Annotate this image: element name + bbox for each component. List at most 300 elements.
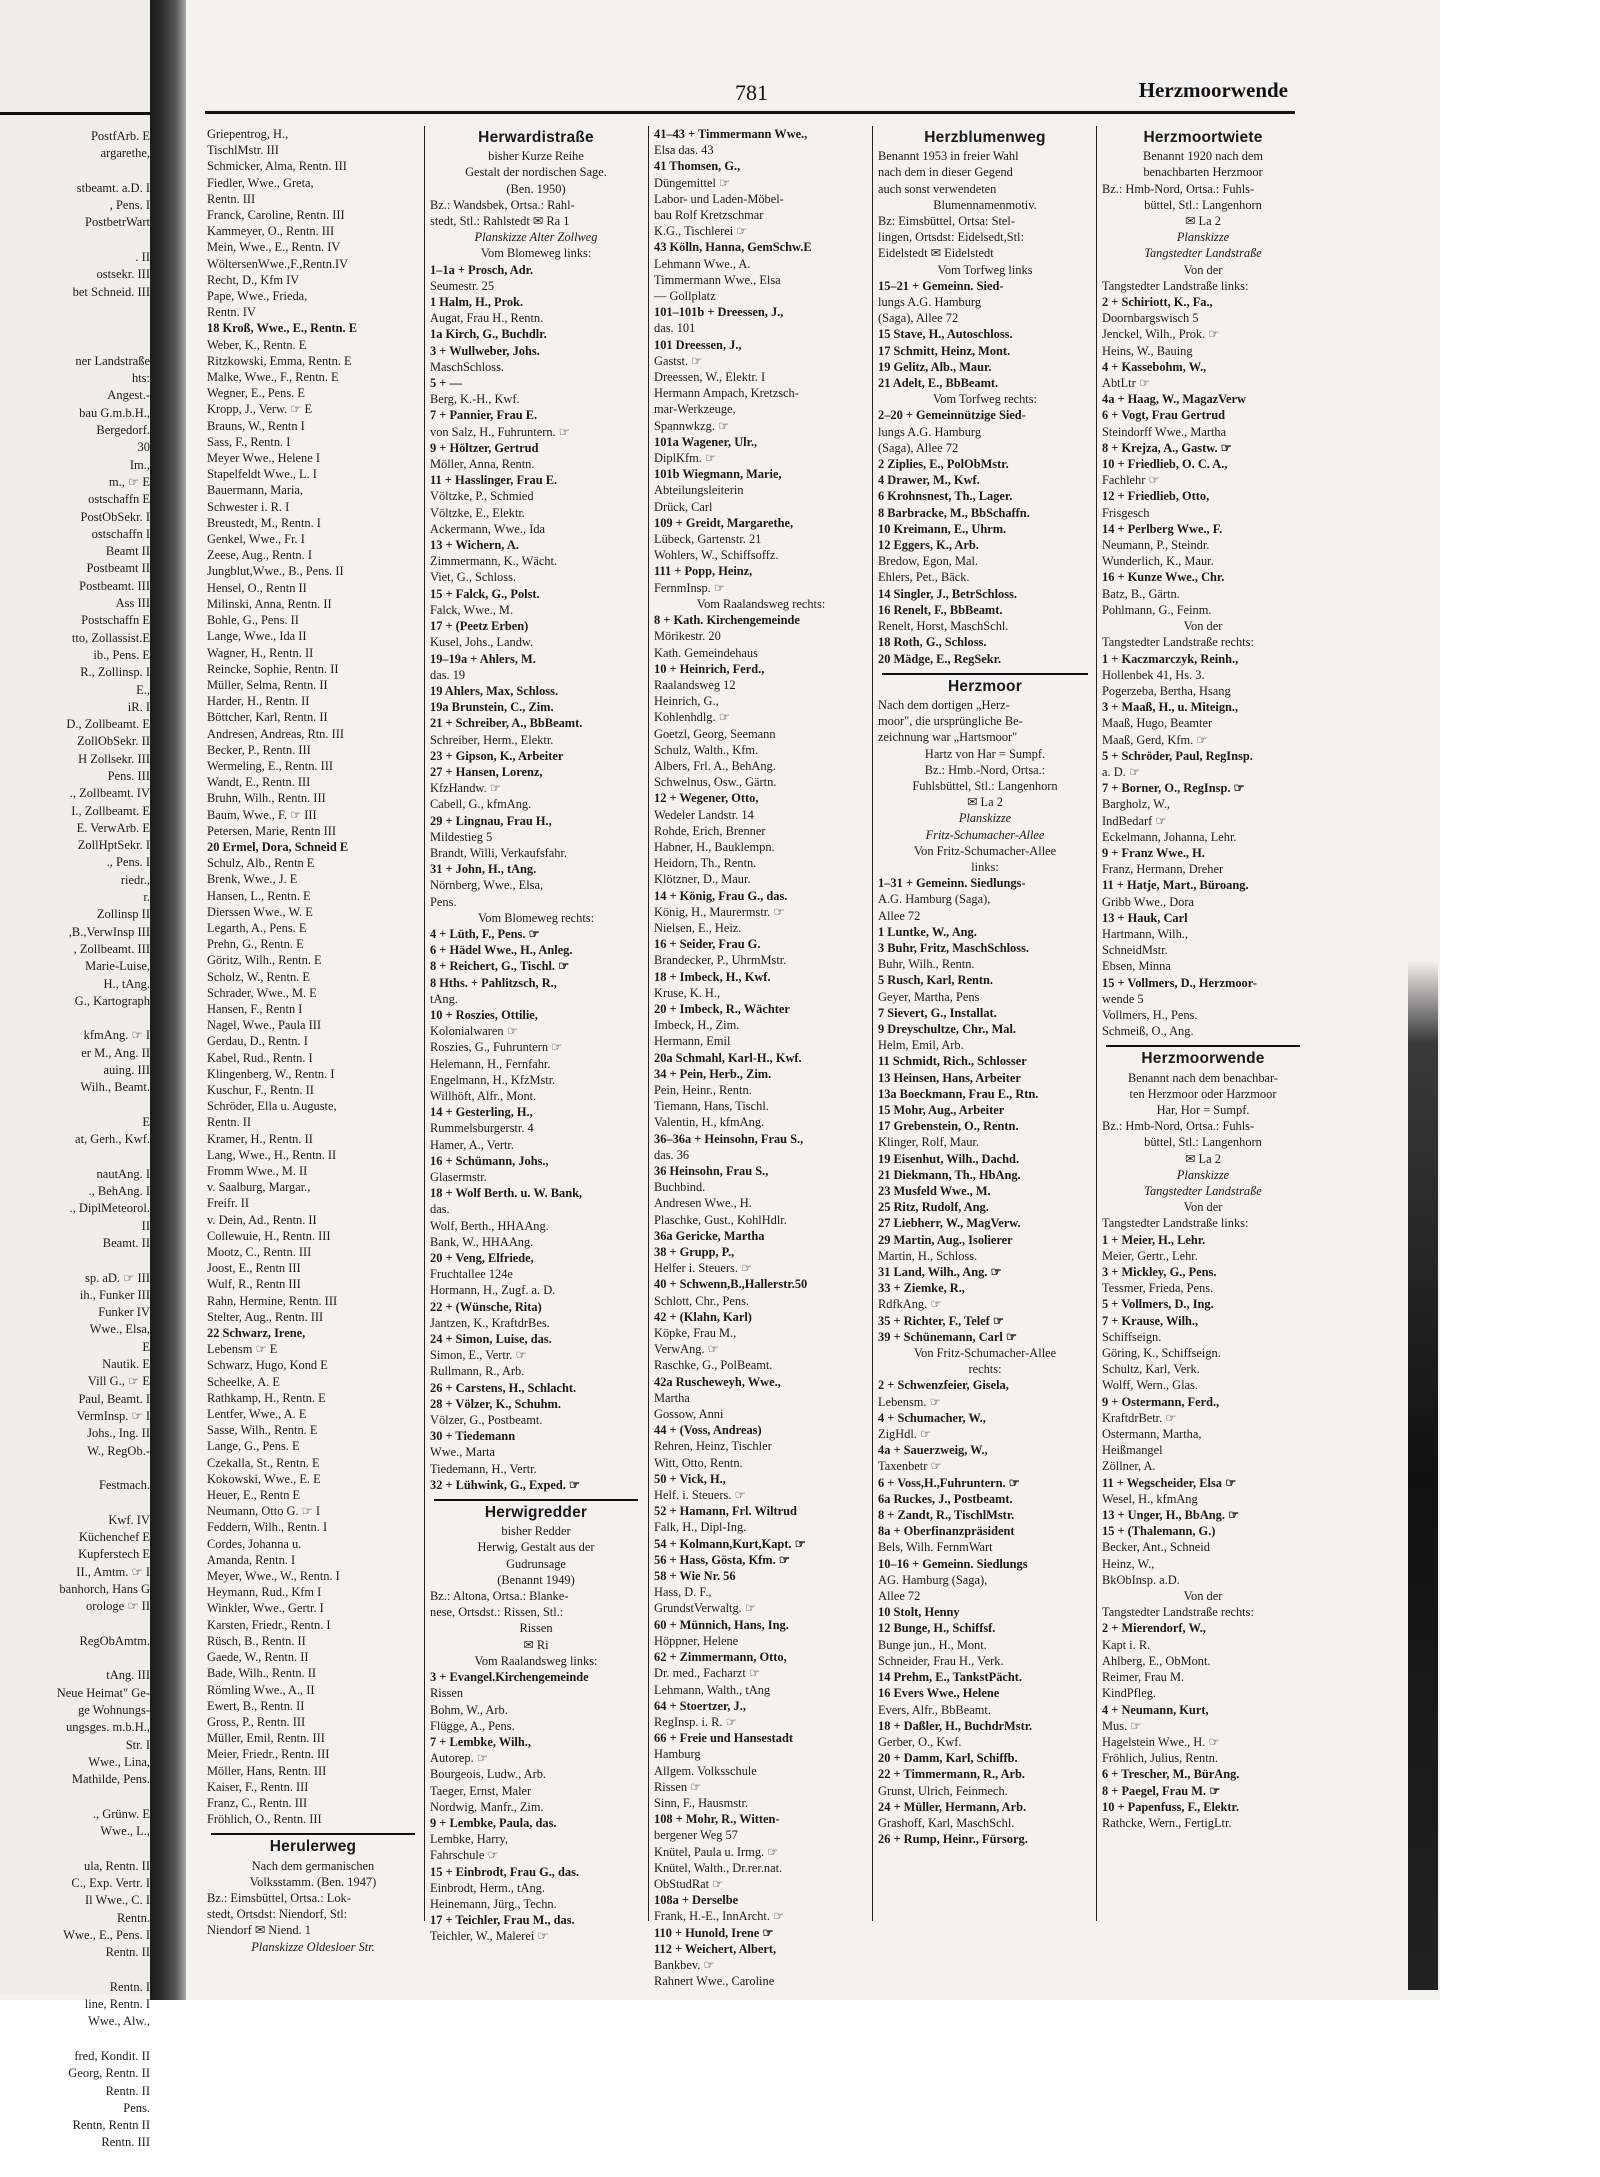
directory-entry: Schröder, Ella u. Auguste,: [207, 1099, 337, 1114]
directory-entry: Andresen Wwe., H.: [654, 1196, 752, 1211]
directory-entry: 12 Eggers, K., Arb.: [878, 538, 979, 553]
directory-entry: Schneider, Frau H., Verk.: [878, 1653, 1004, 1668]
directory-entry: 7 + Borner, O., RegInsp. ☞: [1102, 781, 1245, 796]
street-title: Herwardistraße: [478, 129, 594, 146]
directory-entry: Kabel, Rud., Rentn. I: [207, 1050, 313, 1065]
directory-entry: 23 + Gipson, K., Arbeiter: [430, 748, 564, 763]
directory-entry: v. Saalburg, Margar.,: [207, 1180, 311, 1195]
directory-entry: Fröhlich, Julius, Rentn.: [1102, 1751, 1218, 1766]
directory-entry: Möller, Hans, Rentn. III: [207, 1763, 327, 1778]
street-title: Herzmoor: [948, 677, 1022, 695]
directory-entry: ObStudRat ☞: [654, 1876, 724, 1891]
section-note: Blumennamenmotiv.: [933, 197, 1037, 212]
directory-entry: 62 + Zimmermann, Otto,: [654, 1650, 787, 1665]
directory-entry: Cabell, G., kfmAng.: [430, 797, 532, 812]
street-title: Herzblumenweg: [924, 129, 1046, 146]
page-number: 781: [735, 80, 768, 105]
directory-entry: Lehmann, Walth., tAng: [654, 1682, 771, 1697]
directory-entry: 8 + Kath. Kirchengemeinde: [654, 613, 800, 628]
directory-entry: bau Rolf Kretzschmar: [654, 208, 764, 223]
section-note: Von Fritz-Schumacher-Allee: [913, 1346, 1057, 1361]
directory-entry: Bohle, G., Pens. II: [207, 613, 299, 628]
directory-entry: Goetzl, Georg, Seemann: [654, 726, 776, 741]
directory-entry: Batz, B., Gärtn.: [1102, 586, 1180, 601]
directory-entry: Gross, P., Rentn. III: [207, 1714, 306, 1729]
directory-entry: 35 + Richter, F., Telef ☞: [878, 1313, 1005, 1328]
directory-entry: Neumann, Otto G. ☞ I: [207, 1504, 320, 1519]
street-title: Herulerweg: [269, 1838, 357, 1856]
left-page-line: C., Exp. Vertr. I: [71, 1875, 150, 1890]
left-page-line: ., Grünw. E: [92, 1806, 150, 1821]
left-page-line: sp. aD. ☞ III: [84, 1270, 150, 1285]
left-page-line: argarethe,: [100, 146, 150, 161]
directory-entry: 10 + Heinrich, Ferd.,: [654, 661, 765, 676]
directory-entry: Heinz, W.,: [1102, 1556, 1155, 1571]
directory-entry: Doornbargswisch 5: [1102, 311, 1199, 326]
section-note: ten Herzmoor oder Harzmoor: [1129, 1086, 1277, 1101]
directory-entry: Benannt 1953 in freier Wahl: [878, 149, 1019, 164]
directory-entry: 13 + Wichern, A.: [430, 538, 519, 553]
directory-entry: 2 + Mierendorf, W.,: [1102, 1621, 1206, 1636]
directory-entry: 109 + Greidt, Margarethe,: [654, 515, 794, 530]
left-page-line: ZollHptSekr. I: [77, 838, 150, 853]
section-note: benachbarten Herzmoor: [1143, 165, 1263, 180]
plan-reference: Planskizze: [1176, 1167, 1230, 1182]
directory-entry: Teichler, W., Malerei ☞: [430, 1929, 549, 1944]
directory-entry: Bauermann, Maria,: [207, 483, 303, 498]
directory-entry: Brandt, Willi, Verkaufsfahr.: [430, 845, 568, 860]
directory-entry: 13a Boeckmann, Frau E., Rtn.: [878, 1086, 1039, 1101]
directory-entry: 21 Adelt, E., BbBeamt.: [878, 376, 999, 391]
section-note: rechts:: [968, 1362, 1002, 1377]
directory-entry: Zimmermann, K., Wächt.: [430, 554, 558, 569]
directory-entry: Jenckel, Wilh., Prok. ☞: [1102, 327, 1220, 342]
left-page-line: orologe ☞ II: [86, 1599, 150, 1614]
directory-entry: Fröhlich, O., Rentn. III: [207, 1812, 322, 1827]
directory-entry: Bade, Wilh., Rentn. II: [207, 1666, 317, 1681]
directory-entry: Schlott, Chr., Pens.: [654, 1293, 750, 1308]
directory-entry: 20 Mädge, E., RegSekr.: [878, 651, 1002, 666]
directory-entry: 18 + Daßler, H., BuchdrMstr.: [878, 1718, 1033, 1733]
directory-entry: 20 Ermel, Dora, Schneid E: [207, 839, 349, 854]
directory-entry: Hansen, L., Rentn. E: [207, 888, 311, 903]
directory-entry: Tangstedter Landstraße rechts:: [1102, 1605, 1254, 1620]
directory-entry: Pein, Heinr., Rentn.: [654, 1082, 752, 1097]
left-page-line: Wwe., Elsa,: [89, 1322, 150, 1337]
left-page-line: VermInsp. ☞ I: [76, 1408, 150, 1423]
section-note: Vom Torfweg rechts:: [933, 392, 1037, 407]
left-page-line: nautAng. I: [96, 1166, 150, 1181]
directory-entry: Meier, Gertr., Lehr.: [1102, 1248, 1198, 1263]
directory-entry: Schmicker, Alma, Rentn. III: [207, 159, 347, 174]
directory-entry: Hormann, H., Zugf. a. D.: [430, 1283, 556, 1298]
directory-entry: Schmeiß, O., Ang.: [1102, 1024, 1194, 1039]
left-page-line: , Zollbeamt. III: [73, 941, 150, 956]
section-note: Hartz von Har = Sumpf.: [924, 746, 1046, 761]
plan-reference: Fritz-Schumacher-Allee: [925, 827, 1045, 842]
directory-entry: Meyer Wwe., Helene I: [207, 451, 320, 466]
left-page-line: [0, 1010, 150, 1027]
directory-entry: 24 + Simon, Luise, das.: [430, 1332, 552, 1347]
left-page-line: ., Pens. I: [106, 855, 150, 870]
directory-entry: Pohlmann, G., Feinm.: [1102, 602, 1212, 617]
directory-entry: 56 + Hass, Gösta, Kfm. ☞: [654, 1552, 790, 1567]
left-page-line: H., tAng.: [103, 976, 150, 991]
column-3: [654, 126, 868, 1989]
left-page-line: riedr.,: [120, 872, 150, 887]
directory-entry: 10 Kreimann, E., Uhrm.: [878, 521, 1007, 536]
directory-entry: 101a Wagener, Ulr.,: [654, 434, 758, 449]
directory-entry: 31 Land, Wilh., Ang. ☞: [878, 1265, 1002, 1280]
column-divider: [1096, 126, 1097, 1921]
directory-entry: Wermeling, E., Rentn. III: [207, 758, 333, 773]
left-page-line: Pens. III: [107, 768, 150, 783]
directory-entry: 7 + Lembke, Wilh.,: [430, 1734, 531, 1749]
left-page-line: , Pens. I: [109, 198, 150, 213]
street-title: Herzmoorwende: [1141, 1050, 1265, 1068]
directory-entry: Bels, Wilh. FernmWart: [878, 1540, 993, 1555]
directory-entry: 38 + Grupp, P.,: [654, 1245, 735, 1260]
directory-entry: Bz.: Wandsbek, Ortsa.: Rahl-: [430, 197, 575, 212]
directory-entry: 9 + Franz Wwe., H.: [1102, 845, 1205, 860]
directory-entry: 12 + Friedlieb, Otto,: [1102, 489, 1210, 504]
directory-entry: Wolf, Berth., HHAAng.: [430, 1218, 549, 1233]
left-page-line: kfmAng. ☞ I: [83, 1028, 150, 1043]
directory-entry: 14 + König, Frau G., das.: [654, 888, 788, 903]
directory-entry: Sass, F., Rentn. I: [207, 434, 291, 449]
directory-entry: 1–1a + Prosch, Adr.: [430, 262, 534, 277]
directory-entry: 8 Barbracke, M., BbSchaffn.: [878, 505, 1030, 520]
left-page-line: Rentn, Rentn II: [72, 2118, 150, 2133]
directory-entry: Hermann, Emil: [654, 1034, 731, 1049]
directory-entry: 4a + Sauerzweig, W.,: [878, 1443, 988, 1458]
left-page-line: E. VerwArb. E: [76, 820, 150, 835]
directory-entry: Römling Wwe., A., II: [207, 1682, 315, 1697]
left-page-line: ge Wohnungs-: [77, 1703, 150, 1718]
section-note: Von der: [1183, 1200, 1223, 1215]
directory-entry: Allgem. Volksschule: [654, 1763, 757, 1778]
section-note: (Benannt 1949): [497, 1572, 575, 1587]
directory-entry: lingen, Ortsdst: Eidelsedt,Stl:: [878, 230, 1024, 245]
directory-entry: 9 + Höltzer, Gertrud: [430, 440, 539, 455]
directory-entry: Wunderlich, K., Maur.: [1102, 554, 1214, 569]
directory-entry: Köpke, Frau M.,: [654, 1326, 737, 1341]
left-page-line: Wilh., Beamt.: [80, 1080, 150, 1095]
directory-entry: 4 + Schumacher, W.,: [878, 1410, 986, 1425]
left-page-line: 30: [137, 440, 150, 455]
directory-entry: 8a + Oberfinanzpräsident: [878, 1524, 1015, 1539]
section-note: bisher Redder: [501, 1524, 571, 1539]
directory-entry: Brenk, Wwe., J. E: [207, 872, 298, 887]
directory-entry: 28 + Völzer, K., Schuhm.: [430, 1396, 561, 1411]
left-page-line: Rentn. II: [105, 2083, 150, 2098]
directory-entry: Heinrich, G.,: [654, 694, 719, 709]
column-4: [878, 126, 1092, 1921]
directory-entry: Fiedler, Wwe., Greta,: [207, 175, 314, 190]
section-note: links:: [971, 859, 999, 874]
left-page-line: Neue Heimat" Ge-: [56, 1685, 150, 1700]
left-page-line: [0, 1097, 150, 1114]
directory-entry: 7 Sievert, G., Installat.: [878, 1005, 997, 1020]
directory-entry: Wolff, Wern., Glas.: [1102, 1378, 1198, 1393]
directory-entry: DiplKfm. ☞: [654, 451, 717, 466]
directory-entry: Rahnert Wwe., Caroline: [654, 1974, 775, 1989]
directory-entry: Tiedemann, H., Vertr.: [430, 1461, 537, 1476]
directory-entry: Heymann, Rud., Kfm I: [207, 1585, 322, 1600]
directory-entry: 24 + Müller, Hermann, Arb.: [878, 1799, 1027, 1814]
directory-entry: Rissen ☞: [654, 1779, 702, 1794]
directory-entry: nach dem in dieser Gegend: [878, 165, 1013, 180]
left-page-line: [0, 1616, 150, 1633]
left-page-line: [0, 336, 150, 353]
directory-entry: (Saga), Allee 72: [878, 311, 959, 326]
directory-entry: 6 + Voss,H.,Fuhruntern. ☞: [878, 1475, 1020, 1490]
directory-entry: Franck, Caroline, Rentn. III: [207, 208, 345, 223]
directory-entry: 3 + Wullweber, Johs.: [430, 343, 540, 358]
directory-entry: Ahlberg, E., ObMont.: [1102, 1653, 1211, 1668]
directory-entry: 22 + Timmermann, R., Arb.: [878, 1767, 1026, 1782]
directory-entry: 1a Kirch, G., Buchdlr.: [430, 327, 547, 342]
directory-entry: 18 + Imbeck, H., Kwf.: [654, 969, 771, 984]
directory-entry: 64 + Stoertzer, J.,: [654, 1698, 746, 1713]
directory-entry: Schreiber, Herm., Elektr.: [430, 732, 554, 747]
directory-entry: Göring, K., Schiffseign.: [1102, 1346, 1221, 1361]
directory-entry: Kropp, J., Verw. ☞ E: [207, 402, 313, 417]
directory-entry: 14 + Perlberg Wwe., F.: [1102, 521, 1223, 536]
directory-entry: Engelmann, H., KfzMstr.: [430, 1072, 556, 1087]
directory-entry: Andresen, Andreas, Rtn. III: [207, 726, 344, 741]
street-title: Herzmoortwiete: [1143, 129, 1263, 146]
directory-entry: Sasse, Wilh., Rentn. E: [207, 1423, 318, 1438]
left-page-line: [0, 318, 150, 335]
left-page-line: PostfArb. E: [90, 129, 150, 143]
left-page-line: Wwe., Alw.,: [87, 2014, 150, 2029]
directory-entry: Timmermann Wwe., Elsa: [654, 272, 781, 287]
directory-entry: Kokowski, Wwe., E. E: [207, 1471, 321, 1486]
directory-entry: 15 + Falck, G., Polst.: [430, 586, 540, 601]
directory-entry: 29 + Lingnau, Frau H.,: [430, 813, 552, 828]
directory-entry: TischlMstr. III: [207, 143, 279, 158]
left-page-line: PostbetrWart: [85, 215, 150, 230]
directory-entry: 4 Drawer, M., Kwf.: [878, 473, 980, 488]
left-page-line: Postbeamt II: [86, 561, 150, 576]
directory-entry: Martin, H., Schloss.: [878, 1248, 978, 1263]
left-page-line: bau G.m.b.H.,: [79, 405, 150, 420]
directory-entry: Rathkamp, H., Rentn. E: [207, 1390, 326, 1405]
directory-entry: 2–20 + Gemeinnützige Sied-: [878, 408, 1026, 423]
directory-entry: Mildestieg 5: [430, 829, 493, 844]
directory-entry: lungs A.G. Hamburg: [878, 295, 982, 310]
directory-entry: Falk, H., Dipl-Ing.: [654, 1520, 747, 1535]
directory-entry: Imbeck, H., Zim.: [654, 1018, 740, 1033]
left-page-line: R., Zollinsp. I: [80, 665, 150, 680]
directory-entry: KindPfleg.: [1102, 1686, 1157, 1701]
left-page-line: Wwe., L.,: [100, 1824, 150, 1839]
directory-entry: Witt, Otto, Rentn.: [654, 1455, 743, 1470]
directory-entry: (Saga), Allee 72: [878, 440, 959, 455]
left-page-line: E: [142, 1339, 150, 1354]
left-page-line: Kwf. IV: [108, 1512, 150, 1527]
column-1: [207, 126, 419, 1954]
directory-entry: moor", die ursprüngliche Be-: [878, 714, 1023, 729]
left-page-line: fred, Kondit. II: [74, 2048, 150, 2063]
left-page-line: . II: [135, 250, 150, 265]
section-rule: [882, 673, 1088, 675]
directory-entry: KfzHandw. ☞: [430, 781, 501, 796]
left-page-line: ., DiplMeteorol.: [69, 1201, 150, 1216]
directory-entry: Tessmer, Frieda, Pens.: [1102, 1281, 1214, 1296]
directory-entry: Hagelstein Wwe., H. ☞: [1102, 1734, 1220, 1749]
directory-entry: Pens.: [430, 894, 457, 909]
directory-entry: Rathcke, Wern., FertigLtr.: [1102, 1815, 1232, 1830]
directory-entry: 21 + Schreiber, A., BbBeamt.: [430, 716, 583, 731]
column-divider: [424, 126, 425, 1921]
directory-entry: Rentn. II: [207, 1115, 252, 1130]
directory-entry: Raalandsweg 12: [654, 677, 736, 692]
left-page-line: iR. I: [127, 699, 150, 714]
directory-entry: Völzer, G., Postbeamt.: [430, 1413, 543, 1428]
plan-reference: Planskizze: [958, 811, 1012, 826]
column-divider: [872, 126, 873, 1921]
directory-entry: Klingenberg, W., Rentn. I: [207, 1066, 335, 1081]
directory-entry: Gerdau, D., Rentn. I: [207, 1034, 308, 1049]
directory-entry: 112 + Weichert, Albert,: [654, 1941, 777, 1956]
left-page-line: Rentn.: [117, 1910, 150, 1925]
directory-entry: 50 + Vick, H.,: [654, 1471, 726, 1486]
directory-entry: Flügge, A., Pens.: [430, 1718, 515, 1733]
directory-entry: 52 + Hamann, Frl. Wiltrud: [654, 1504, 797, 1519]
directory-entry: Raschke, G., PolBeamt.: [654, 1358, 773, 1373]
directory-entry: Heuer, E., Rentn E: [207, 1488, 301, 1503]
left-page-line: [0, 232, 150, 249]
directory-entry: Brauns, W., Rentn I: [207, 418, 305, 433]
directory-entry: 43 Kölln, Hanna, GemSchw.E: [654, 240, 812, 255]
directory-entry: 3 + Evangel.Kirchengemeinde: [430, 1670, 589, 1685]
directory-entry: Kolonialwaren ☞: [430, 1024, 518, 1039]
directory-entry: Viet, G., Schloss.: [430, 570, 516, 585]
section-note: Nach dem germanischen: [251, 1858, 375, 1873]
directory-entry: Fachlehr ☞: [1102, 473, 1160, 488]
plan-reference: Tangstedter Landstraße: [1144, 246, 1262, 261]
directory-entry: Nach dem dortigen „Herz-: [878, 697, 1010, 712]
left-page-line: Im.,: [129, 457, 150, 472]
section-note: Gestalt der nordischen Sage.: [465, 165, 607, 180]
directory-entry: Buhr, Wilh., Rentn.: [878, 957, 975, 972]
directory-entry: Ritzkowski, Emma, Rentn. E: [207, 353, 352, 368]
directory-entry: Eidelstedt ✉ Eidelstedt: [878, 246, 994, 261]
directory-entry: Tangstedter Landstraße rechts:: [1102, 635, 1254, 650]
directory-entry: 15 + Einbrodt, Frau G., das.: [430, 1864, 580, 1879]
directory-entry: 3 Buhr, Fritz, MaschSchloss.: [878, 940, 1029, 955]
directory-entry: Berg, K.-H., Kwf.: [430, 392, 520, 407]
section-note: Von der: [1183, 1589, 1223, 1604]
directory-entry: Ackermann, Wwe., Ida: [430, 521, 546, 536]
left-page-line: II., Amtm. ☞ I: [76, 1564, 150, 1579]
left-page-line: Marie-Luise,: [85, 959, 150, 974]
left-page-line: Kupferstech E: [78, 1547, 150, 1562]
directory-entry: Labor- und Laden-Möbel-: [654, 191, 784, 206]
directory-entry: RdfkAng. ☞: [878, 1297, 942, 1312]
directory-entry: A.G. Hamburg (Saga),: [878, 892, 991, 907]
directory-entry: Gribb Wwe., Dora: [1102, 894, 1194, 909]
plan-reference: Planskizze Alter Zollweg: [474, 230, 598, 245]
directory-entry: Wulf, R., Rentn III: [207, 1277, 301, 1292]
directory-entry: lungs A.G. Hamburg: [878, 424, 982, 439]
column-2: [430, 126, 642, 1944]
directory-entry: 20a Schmahl, Karl-H., Kwf.: [654, 1050, 802, 1065]
directory-entry: stedt, Ortsdst: Niendorf, Stl:: [207, 1907, 348, 1922]
section-note: ✉ Ri: [523, 1637, 549, 1652]
directory-entry: Amanda, Rentn. I: [207, 1552, 296, 1567]
directory-entry: Schulz, Alb., Rentn E: [207, 856, 315, 871]
directory-entry: 10–16 + Gemeinn. Siedlungs: [878, 1556, 1028, 1571]
directory-entry: Wohlers, W., Schiffsoffz.: [654, 548, 779, 563]
directory-entry: 32 + Lühwink, G., Exped. ☞: [430, 1477, 581, 1492]
column-divider: [648, 126, 649, 1921]
left-page-line: [0, 1840, 150, 1857]
directory-entry: 14 Singler, J., BetrSchloss.: [878, 586, 1017, 601]
directory-entry: Möller, Anna, Rentn.: [430, 457, 535, 472]
directory-entry: Bruhn, Wilh., Rentn. III: [207, 791, 326, 806]
directory-entry: Gastst. ☞: [654, 353, 703, 368]
section-note: Gudrunsage: [506, 1556, 566, 1571]
directory-entry: Höppner, Helene: [654, 1633, 739, 1648]
left-page-line: Funker IV: [98, 1305, 150, 1320]
directory-entry: Autorep. ☞: [430, 1751, 488, 1766]
directory-entry: Nielsen, E., Heiz.: [654, 920, 742, 935]
left-page-line: ,B.,VerwInsp III: [68, 924, 150, 939]
directory-entry: Wegner, E., Pens. E: [207, 386, 305, 401]
directory-entry: Bz: Eimsbüttel, Ortsa: Stel-: [878, 214, 1015, 229]
directory-entry: Schrader, Wwe., M. E: [207, 985, 317, 1000]
section-note: büttel, Stl.: Langenhorn: [1144, 197, 1262, 212]
directory-entry: 20 + Imbeck, R., Wächter: [654, 1001, 790, 1016]
directory-entry: Ehlers, Pet., Bäck.: [878, 570, 970, 585]
left-page-line: ner Landstraße: [75, 353, 150, 368]
directory-entry: 18 Roth, G., Schloss.: [878, 635, 987, 650]
directory-entry: tAng.: [430, 991, 458, 1006]
directory-entry: Reimer, Frau M.: [1102, 1670, 1185, 1685]
directory-entry: Bargholz, W.,: [1102, 797, 1170, 812]
directory-entry: 31 + John, H., tAng.: [430, 862, 537, 877]
directory-entry: Albers, Frl. A., BehAng.: [654, 758, 776, 773]
directory-entry: Schwester i. R. I: [207, 499, 290, 514]
directory-entry: 60 + Münnich, Hans, Ing.: [654, 1617, 789, 1632]
directory-entry: Elsa das. 43: [654, 143, 714, 158]
section-note: Benannt 1920 nach dem: [1142, 149, 1264, 164]
left-page-line: PostObSekr. I: [80, 509, 150, 524]
directory-entry: Feddern, Wilh., Rentn. I: [207, 1520, 328, 1535]
directory-entry: Winkler, Wwe., Gertr. I: [207, 1601, 324, 1616]
directory-entry: 5 + —: [430, 376, 462, 391]
section-note: Bz.: Hmb.-Nord, Ortsa.:: [924, 762, 1046, 777]
section-rule: [434, 1499, 638, 1501]
left-page-line: line, Rentn. I: [84, 1997, 150, 2012]
directory-entry: Griepentrog, H.,: [207, 127, 289, 141]
directory-entry: Hollenbek 41, Hs. 3.: [1102, 667, 1205, 682]
directory-entry: 8 + Krejza, A., Gastw. ☞: [1102, 440, 1232, 455]
directory-entry: 6 + Trescher, M., BürAng.: [1102, 1767, 1240, 1782]
left-page-line: RegObAmtm.: [79, 1633, 150, 1648]
directory-entry: Buchbind.: [654, 1180, 706, 1195]
directory-entry: Mootz, C., Rentn. III: [207, 1245, 312, 1260]
directory-entry: v. Dein, Ad., Rentn. II: [207, 1212, 317, 1227]
directory-entry: 17 + (Peetz Erben): [430, 619, 529, 634]
directory-entry: Wwe., Marta: [430, 1445, 496, 1460]
left-page-line: Johs., Ing. II: [87, 1426, 150, 1441]
directory-entry: WöltersenWwe.,F.,Rentn.IV: [207, 256, 349, 271]
directory-entry: 12 Bunge, H., Schiffsf.: [878, 1621, 996, 1636]
